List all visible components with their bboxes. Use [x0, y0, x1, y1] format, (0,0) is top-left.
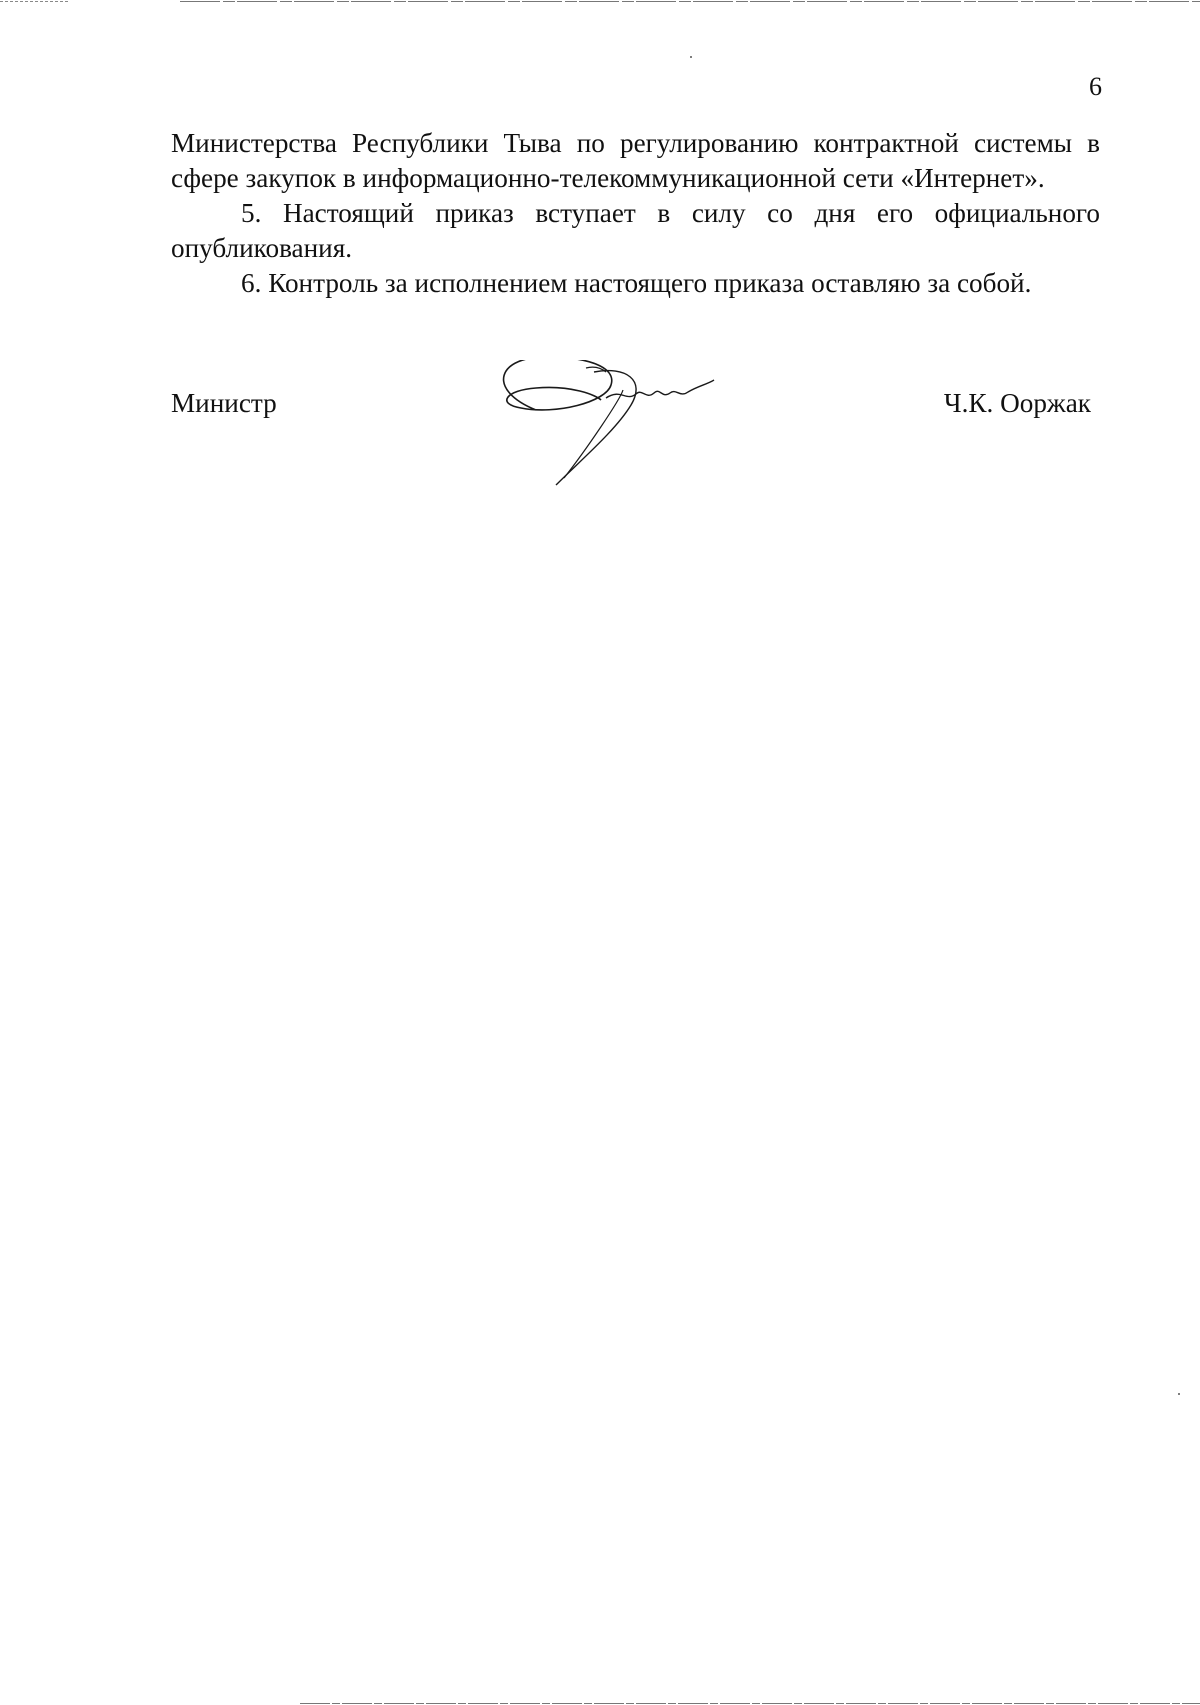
signer-name: Ч.К. Ооржак	[943, 388, 1091, 418]
signature-block	[171, 380, 1091, 490]
handwritten-signature	[476, 360, 716, 490]
signer-position: Министр	[171, 388, 277, 418]
paragraph-continuation: Министерства Республики Тыва по регулированию контрактной системы в сфере закупок в информационно-телекоммуникационной сети «Интернет».	[171, 128, 1100, 193]
document-body	[171, 126, 1100, 301]
paragraph-6: 6. Контроль за исполнением настоящего приказа оставляю за собой.	[241, 268, 1032, 298]
scan-speck	[1178, 1393, 1180, 1395]
scan-speck	[690, 56, 692, 58]
scan-edge-top	[0, 0, 1200, 3]
page-number: 6	[1089, 72, 1102, 101]
paragraph-5: 5. Настоящий приказ вступает в силу со дня его официального опубликования.	[171, 198, 1100, 263]
